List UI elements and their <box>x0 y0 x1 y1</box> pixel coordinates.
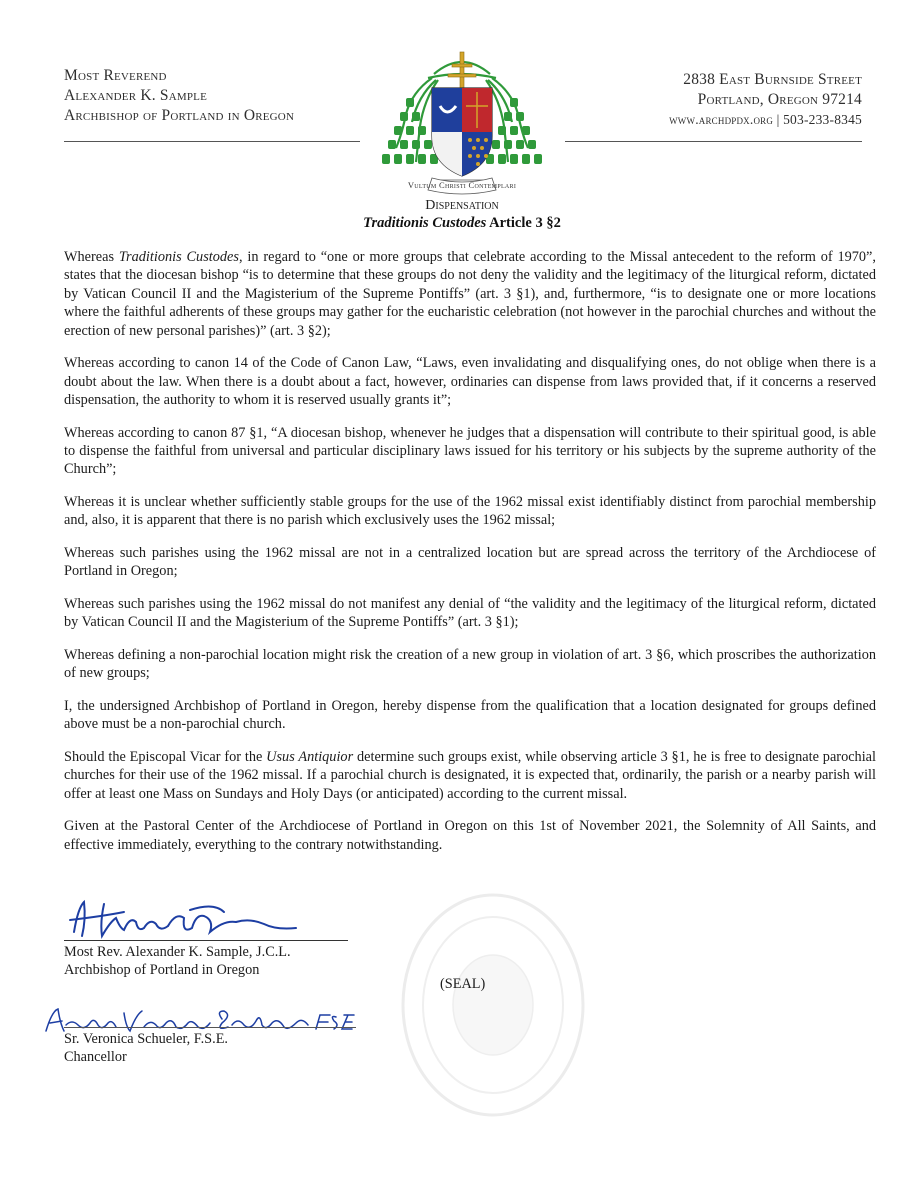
document-subtitle <box>0 215 924 232</box>
letterhead-address <box>669 70 862 130</box>
paragraph: Whereas it is unclear whether sufficiently stable groups for the use of the 1962 missal exist identifiably distinct from parochial membership and, also, it is apparent that there is no parish which exclusively uses the 1962 missal; <box>64 494 876 529</box>
sender-line-1: Most Reverend <box>64 67 167 84</box>
paragraph: Should the Episcopal Vicar for the Usus Antiquior determine such groups exist, while observing article 3 §1, he is free to designate parochial churches for their use of the 1962 missal. If a parochial church is designated, it is expected that, ordinarily, the parish or a nearby parish will offer at least one Mass on Sundays and Holy Days (or anticipated) according to the current missal. <box>64 749 876 802</box>
signer-1-title: Archbishop of Portland in Oregon <box>64 962 260 978</box>
address-line-2: Portland, Oregon 97214 <box>697 91 862 108</box>
signature-line-1 <box>64 940 348 941</box>
coat-of-arms-motto: Vultum Christi Contemplari <box>407 180 517 190</box>
archbishop-signature-icon <box>64 898 344 942</box>
signature-line-2 <box>64 1027 356 1028</box>
document-body <box>64 248 876 868</box>
letterhead-rule-right <box>565 141 862 142</box>
letterhead-sender <box>64 66 294 126</box>
sender-line-2: Alexander K. Sample <box>64 87 207 104</box>
paragraph: Whereas according to canon 87 §1, “A diocesan bishop, whenever he judges that a dispensation will contribute to their spiritual good, is able to dispense the faithful from universal and particular disciplinary laws issued for his territory or his subjects by the supreme authority of the Church”; <box>64 424 876 478</box>
signer-2-title: Chancellor <box>64 1049 127 1065</box>
paragraph: Whereas such parishes using the 1962 missal are not in a centralized location but are spread across the territory of the Archdiocese of Portland in Oregon; <box>64 545 876 580</box>
address-line-3: www.archdpdx.org | 503-233-8345 <box>669 112 862 127</box>
document-title: Dispensation <box>425 198 499 213</box>
paragraph: Given at the Pastoral Center of the Archdiocese of Portland in Oregon on this 1st of November 2021, the Solemnity of All Saints, and effective immediately, everything to the contrary notwithstanding. <box>64 818 876 853</box>
signer-2-name: Sr. Veronica Schueler, F.S.E. <box>64 1031 229 1047</box>
seal-label: (SEAL) <box>440 976 486 992</box>
paragraph: Whereas according to canon 14 of the Code of Canon Law, “Laws, even invalidating and disqualifying ones, do not oblige when there is a doubt about the law. When there is a doubt about a fact, however, ordinaries can dispense from laws provided that, if it concerns a reserved dispensation, the authority to whom it is reserved usually grants it”; <box>64 355 876 409</box>
sender-line-3: Archbishop of Portland in Oregon <box>64 107 295 124</box>
address-line-1: 2838 East Burnside Street <box>683 71 862 88</box>
paragraph: I, the undersigned Archbishop of Portland in Oregon, hereby dispense from the qualification that a location designated for groups defined above must be a non-parochial church. <box>64 698 876 733</box>
document-subtitle-rest: Article 3 §2 <box>486 215 561 231</box>
letterhead-rule-left <box>64 141 360 142</box>
signer-1-name: Most Rev. Alexander K. Sample, J.C.L. <box>64 944 291 960</box>
document-subtitle-italic: Traditionis Custodes <box>363 215 487 231</box>
paragraph: Whereas such parishes using the 1962 missal do not manifest any denial of “the validity and the legitimacy of the liturgical reform, dictated by Vatican Council II and the Magisterium of the Supreme Pontiffs” (art. 3 §1); <box>64 596 876 631</box>
embossed-seal-icon <box>398 890 588 1120</box>
paragraph: Whereas defining a non-parochial location might risk the creation of a new group in violation of art. 3 §6, which proscribes the authorization of new groups; <box>64 647 876 682</box>
paragraph: Whereas Traditionis Custodes, in regard to “one or more groups that celebrate according to the Missal antecedent to the reform of 1970”, states that the diocesan bishop “is to determine that these groups do not deny the validity and the legitimacy of the liturgical reform, dictated by Vatican Council II and the Magisterium of the Supreme Pontiffs” (art. 3 §1), and, furthermore, “is to designate one or more locations where the faithful adherents of these groups may gather for the eucharistic celebration (not however in the parochial churches and without the erection of new personal parishes)” (art. 3 §2); <box>64 249 876 339</box>
